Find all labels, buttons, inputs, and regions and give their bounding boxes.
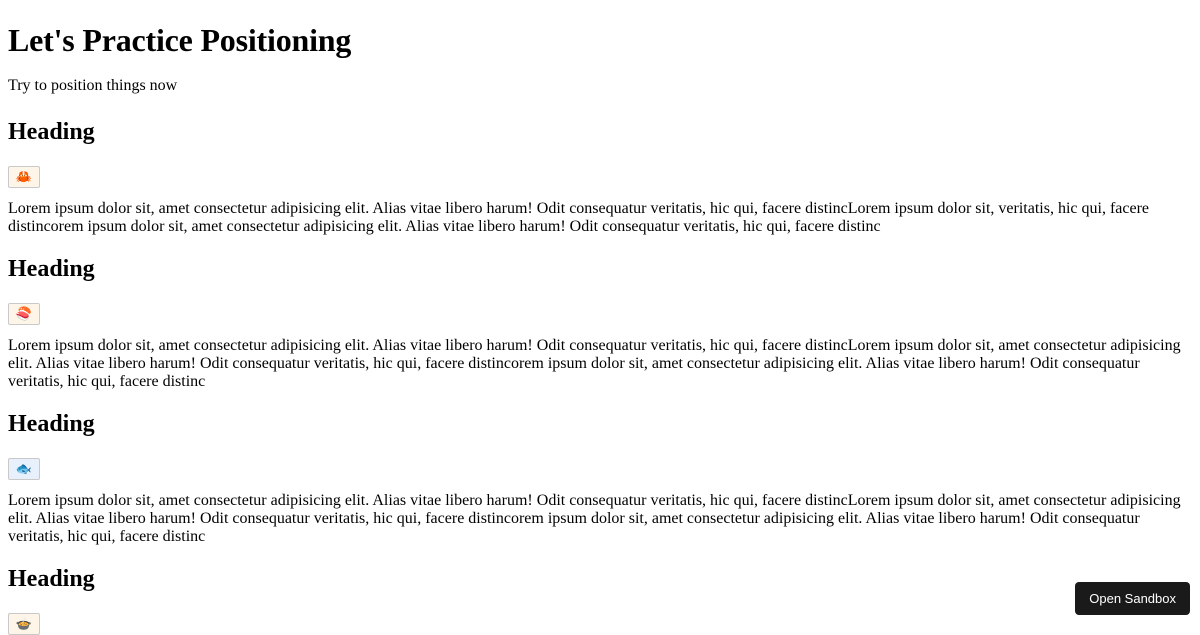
section-3 — [8, 411, 1192, 546]
sushi-emoji-icon: 🍣 — [8, 303, 40, 325]
section-heading: Heading — [8, 410, 95, 437]
section-paragraph: Lorem ipsum dolor sit, amet consectetur adipisicing elit. Alias vitae libero harum! Odit consequatur veritatis, hic qui, facere distincLorem ipsum dolor sit, amet consectetur adipisicing elit. Alias vitae libero harum! Odit consequatur veritatis, hic qui, facere distincorem ipsum dolor sit, amet consectetur adipisicing elit. Alias vitae libero harum! Odit consequatur veritatis, hic qui, facere distinc — [8, 491, 1181, 545]
open-sandbox-button[interactable]: Open Sandbox — [1075, 582, 1190, 615]
fish-emoji-icon: 🐟 — [8, 458, 40, 480]
food-emoji-icon: 🍲 — [8, 613, 40, 635]
section-paragraph: Lorem ipsum dolor sit, amet consectetur adipisicing elit. Alias vitae libero harum! Odit consequatur veritatis, hic qui, facere distincLorem ipsum dolor sit, veritatis, hic qui, facere distincorem ipsum dolor sit, amet consectetur adipisicing elit. Alias vitae libero harum! Odit consequatur veritatis, hic qui, facere distinc — [8, 199, 1150, 235]
section-paragraph: Lorem ipsum dolor sit, amet consectetur adipisicing elit. Alias vitae libero harum! Odit consequatur veritatis, hic qui, facere distincLorem ipsum dolor sit, amet consectetur adipisicing elit. Alias vitae libero harum! Odit consequatur veritatis, hic qui, facere distincorem ipsum dolor sit, amet consectetur adipisicing elit. Alias vitae libero harum! Odit consequatur veritatis, hic qui, facere distinc — [8, 336, 1181, 390]
section-1 — [8, 119, 1192, 236]
section-heading: Heading — [8, 255, 95, 282]
section-heading: Heading — [8, 118, 95, 145]
section-heading: Heading — [8, 565, 95, 592]
page-subtitle: Try to position things now — [8, 76, 178, 94]
crab-emoji-icon: 🦀 — [8, 166, 40, 188]
section-2 — [8, 256, 1192, 391]
section-4 — [8, 566, 1192, 635]
page-title: Let's Practice Positioning — [8, 22, 352, 58]
